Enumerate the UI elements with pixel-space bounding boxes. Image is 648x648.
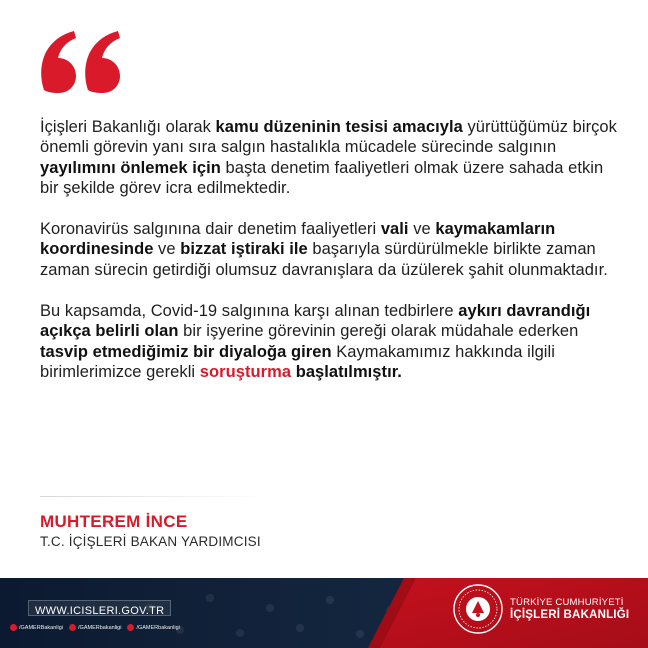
paragraph-2: Koronavirüs salgınına dair denetim faaliyetleri vali ve kaymakamların koordinesinde ve bizzat iştiraki ile başarıyla sürdürülmekle birlikte zaman zaman sürecin getirdiği olumsuz davranışlara da üzülerek şahit olunmaktadır. (40, 220, 608, 279)
website-link[interactable]: WWW.ICISLERI.GOV.TR (28, 600, 171, 616)
paragraph-1: İçişleri Bakanlığı olarak kamu düzeninin tesisi amacıyla yürüttüğümüz birçok önemli görevin yanı sıra salgın hastalıkla mücadele sürecinde salgının yayılımını önlemek için başta denetim faaliyetleri olmak üzere sahada etkin bir şekilde görev icra edilmektedir. (40, 118, 617, 197)
paragraph-3: Bu kapsamda, Covid-19 salgınına karşı alınan tedbirlere aykırı davrandığı açıkça belirli olan bir işyerine görevinin gereği olarak müdahale ederken tasvip etmediğimiz bir diyaloğa giren Kaymakamımız hakkında ilgili birimlerimizce gerekli soruşturma başlatılmıştır. (40, 302, 591, 381)
ministry-name (510, 597, 629, 622)
signature-divider (40, 496, 270, 497)
social-handle[interactable]: /GAMERBakanligi (10, 624, 63, 631)
statement-body (40, 117, 620, 382)
social-handle[interactable]: /GAMERbakanligi (127, 624, 179, 631)
signatory-title: T.C. İÇİŞLERİ BAKAN YARDIMCISI (40, 534, 261, 549)
ministry-emblem-icon (452, 583, 504, 635)
social-icon (69, 624, 76, 631)
signatory-name: MUHTEREM İNCE (40, 512, 188, 531)
ministry-name-bottom: İÇİŞLERİ BAKANLIĞI (510, 609, 630, 621)
social-handles (10, 624, 180, 631)
ministry-name-top: TÜRKİYE CUMHURİYETİ (510, 597, 624, 608)
social-handle[interactable]: /GAMERbakanligi (69, 624, 121, 631)
social-icon (127, 624, 134, 631)
social-icon (10, 624, 17, 631)
quote-mark-icon (38, 30, 122, 94)
